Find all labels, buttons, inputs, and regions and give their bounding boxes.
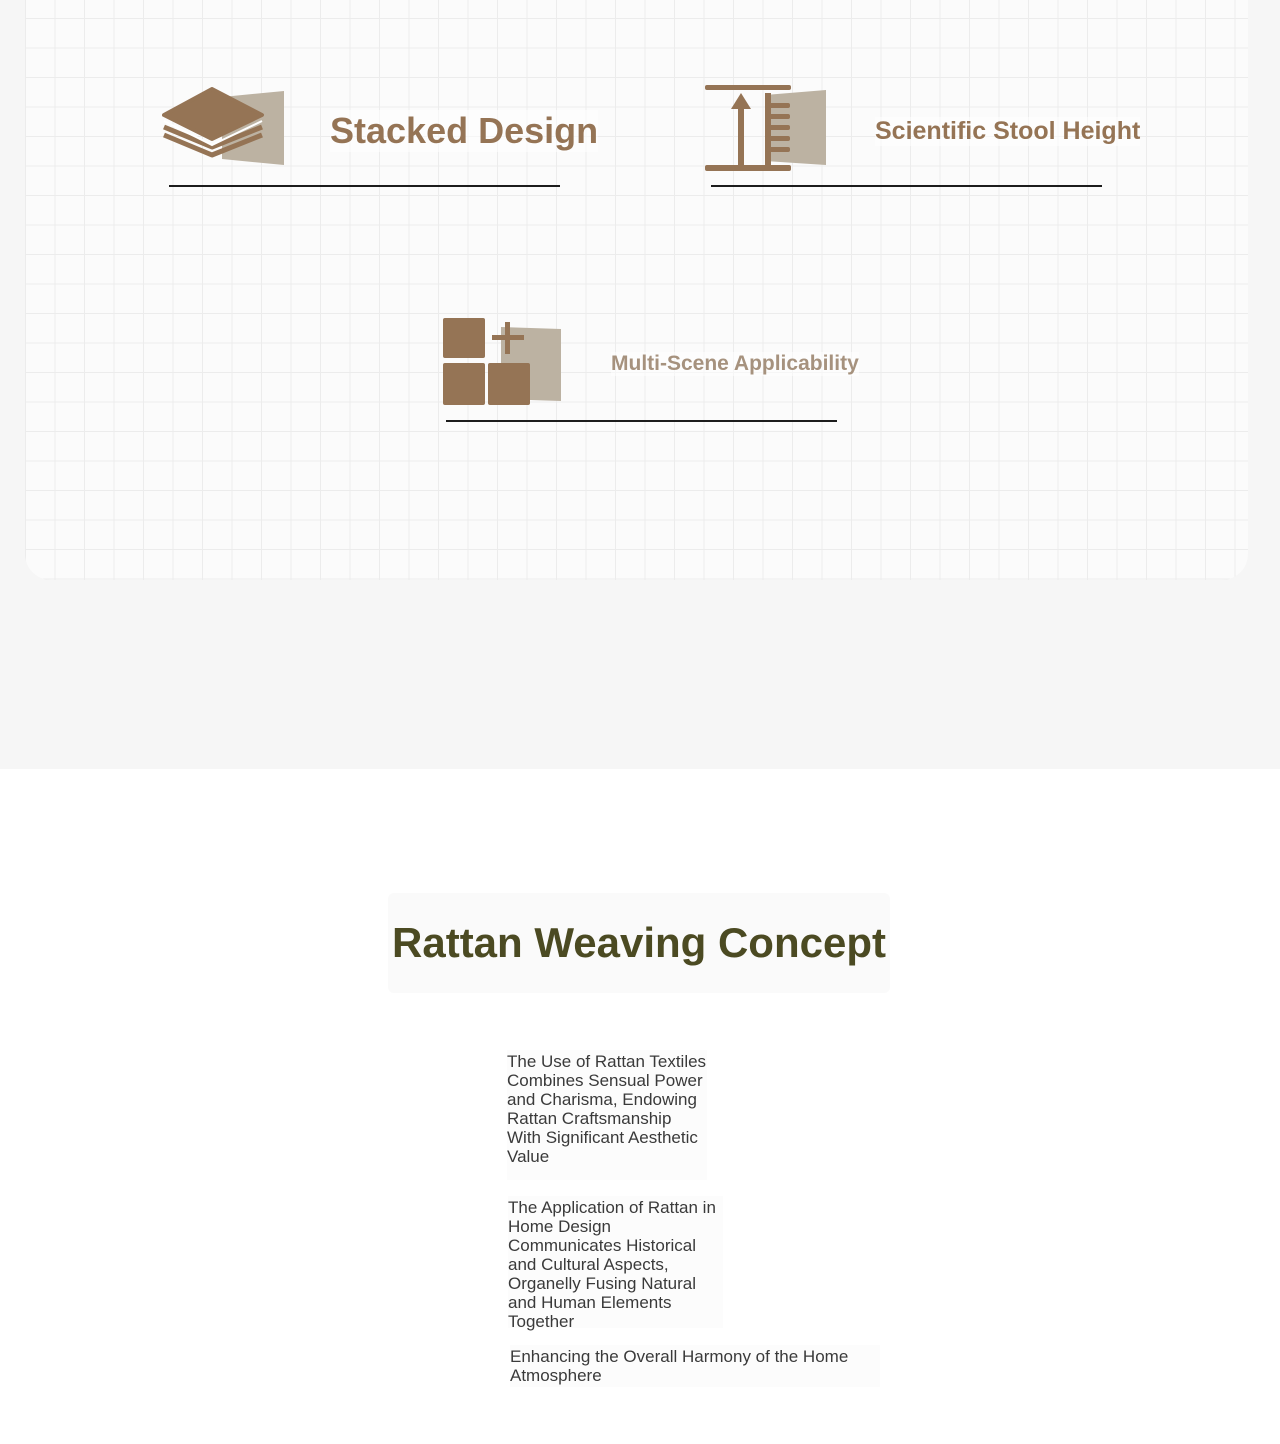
feature-label-stool-height: Scientific Stool Height — [875, 117, 1141, 145]
feature-multi-scene — [25, 0, 1248, 450]
concept-title: Rattan Weaving Concept — [388, 893, 890, 993]
concept-paragraph-3: Enhancing the Overall Harmony of the Home Atmosphere — [510, 1345, 880, 1387]
concept-paragraph-1: The Use of Rattan Textiles Combines Sensual Power and Charisma, Endowing Rattan Craftsmanship With Significant Aesthetic Value — [507, 1050, 707, 1180]
grid-card — [25, 0, 1248, 580]
feature-label-multi-scene: Multi-Scene Applicability — [611, 352, 859, 375]
grid-plus-icon — [443, 317, 563, 407]
concept-paragraph-2: The Application of Rattan in Home Design Communicates Historical and Cultural Aspects, Organelly Fusing Natural and Human Elements Together — [508, 1196, 723, 1328]
feature-underline — [446, 420, 837, 422]
feature-label-stacked: Stacked Design — [330, 110, 599, 151]
